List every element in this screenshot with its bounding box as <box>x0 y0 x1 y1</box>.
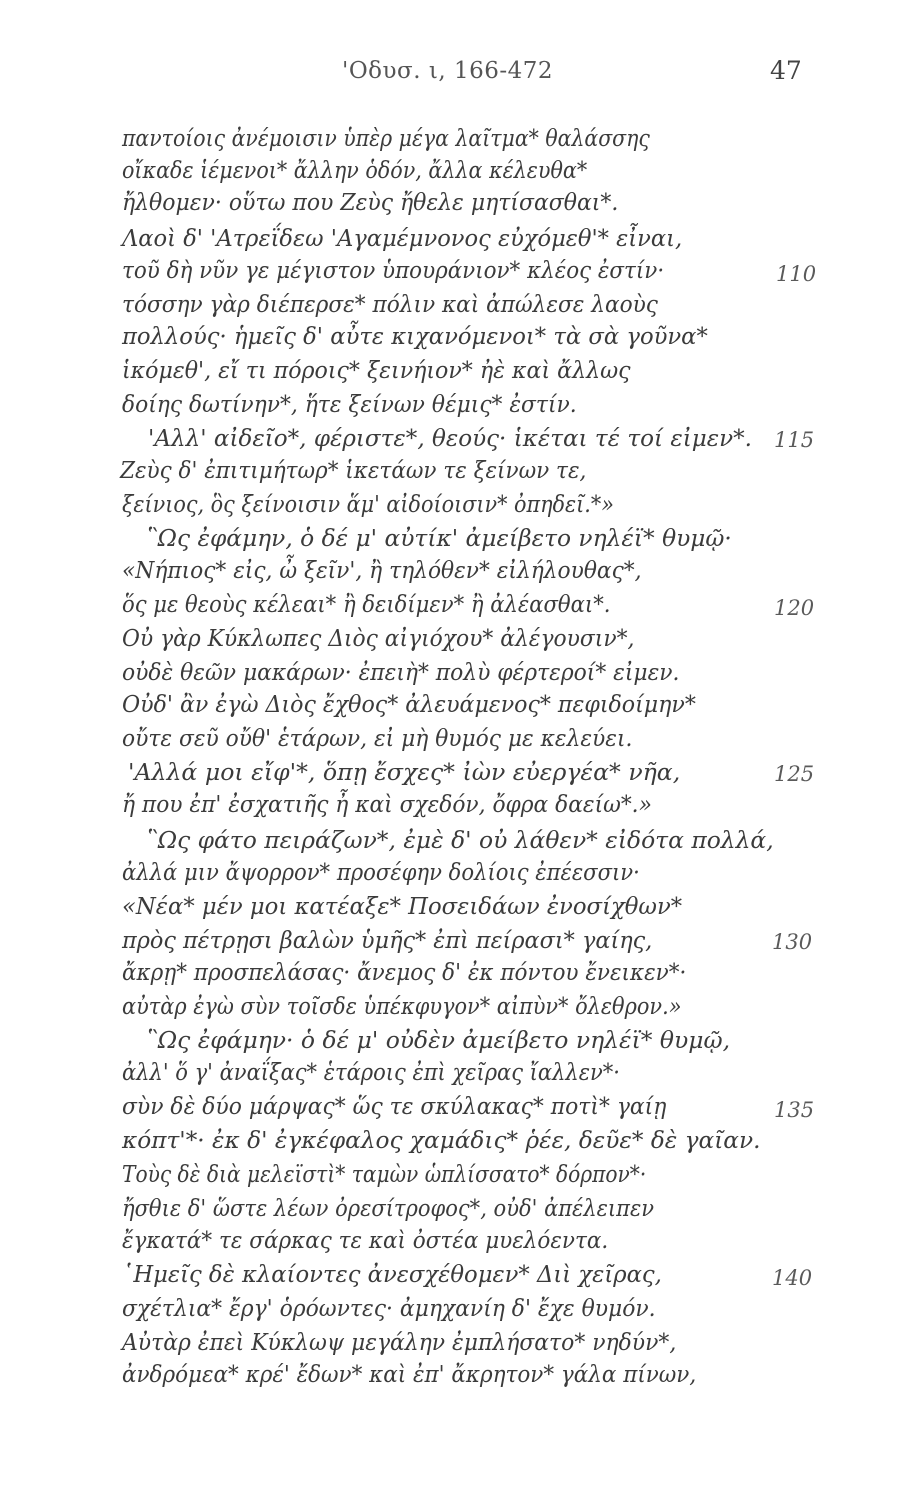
verse-line: σχέτλια* ἔργ' ὁρόωντες· ἀμηχανίη δ' ἔχε θυμόν. <box>122 1294 656 1322</box>
line-number: 125 <box>774 762 815 786</box>
verse-line: πρὸς πέτρῃσι βαλὼν ὑμῆς* ἐπὶ πείρασι* γαίης, <box>122 926 653 954</box>
verse-line: ἀλλ' ὅ γ' ἀναΐξας* ἑτάροις ἐπὶ χεῖρας ἴαλλεν*· <box>122 1058 620 1086</box>
verse-line: οὐδὲ θεῶν μακάρων· ἐπειὴ* πολὺ φέρτεροί* εἰμεν. <box>122 658 680 686</box>
verse-line: ὅς με θεοὺς κέλεαι* ἢ δειδίμεν* ἢ ἀλέασθαι*. <box>122 590 611 618</box>
verse-line: ἤλθομεν· οὕτω που Ζεὺς ἤθελε μητίσασθαι*. <box>122 188 619 216</box>
verse-line: τοῦ δὴ νῦν γε μέγιστον ὑπουράνιον* κλέος ἐστίν· <box>122 256 665 284</box>
verse-line: 'Αλλ' αἰδεῖο*, φέριστε*, θεούς· ἱκέται τέ τοί εἰμεν*. <box>148 424 753 452</box>
verse-line: οἴκαδε ἱέμενοι* ἄλλην ὁδόν, ἄλλα κέλευθα* <box>122 156 588 184</box>
verse-line: ἄκρῃ* προσπελάσας· ἄνεμος δ' ἐκ πόντου ἔνεικεν*· <box>122 958 687 986</box>
line-number: 110 <box>776 262 817 286</box>
verse-line: ἀνδρόμεα* κρέ' ἔδων* καὶ ἐπ' ἄκρητον* γάλα πίνων, <box>122 1360 697 1388</box>
verse-line: Τοὺς δὲ διὰ μελεϊστὶ* ταμὼν ὡπλίσσατο* δόρπον*· <box>122 1160 647 1188</box>
verse-line: Λαοὶ δ' 'Ατρεΐδεω 'Αγαμέμνονος εὐχόμεθ'* εἶναι, <box>122 224 683 252</box>
verse-line: 'Αλλά μοι εἴφ'*, ὅπῃ ἔσχες* ἰὼν εὐεργέα* νῆα, <box>128 758 681 786</box>
verse-line: ῾Ημεῖς δὲ κλαίοντες ἀνεσχέθομεν* Διὶ χεῖρας, <box>122 1260 662 1288</box>
verse-line: αὐτὰρ ἐγὼ σὺν τοῖσδε ὑπέκφυγον* αἰπὺν* ὄλεθρον.» <box>122 992 682 1020</box>
verse-line: τόσσην γὰρ διέπερσε* πόλιν καὶ ἀπώλεσε λαοὺς <box>122 290 658 318</box>
verse-line: σὺν δὲ δύο μάρψας* ὥς τε σκύλακας* ποτὶ* γαίῃ <box>122 1092 667 1120</box>
verse-line: «Νέα* μέν μοι κατέαξε* Ποσειδάων ἐνοσίχθων* <box>122 892 683 920</box>
verse-line: ἀλλά μιν ἄψορρον* προσέφην δολίοις ἐπέεσσιν· <box>122 858 640 886</box>
verse-line: «Νήπιος* εἰς, ὦ ξεῖν', ἢ τηλόθεν* εἰλήλουθας*, <box>122 556 642 584</box>
verse-line: ἤσθιε δ' ὥστε λέων ὀρεσίτροφος*, οὐδ' ἀπέλειπεν <box>122 1194 655 1222</box>
line-number: 120 <box>774 596 815 620</box>
verse-line: ἱκόμεθ', εἴ τι πόροις* ξεινήιον* ἠὲ καὶ ἄλλως <box>122 356 631 384</box>
verse-line: κόπτ'*· ἐκ δ' ἐγκέφαλος χαμάδις* ῥέε, δεῦε* δὲ γαῖαν. <box>122 1126 761 1154</box>
line-number: 115 <box>774 428 815 452</box>
line-number: 140 <box>772 1266 813 1290</box>
page-number: 47 <box>770 56 802 85</box>
line-number: 130 <box>772 930 813 954</box>
verse-line: Αὐτὰρ ἐπεὶ Κύκλωψ μεγάλην ἐμπλήσατο* νηδύν*, <box>122 1328 677 1356</box>
verse-line: Οὐ γὰρ Κύκλωπες Διὸς αἰγιόχου* ἀλέγουσιν*, <box>122 624 635 652</box>
verse-line: πολλούς· ἡμεῖς δ' αὖτε κιχανόμενοι* τὰ σὰ γοῦνα* <box>122 322 708 350</box>
running-head: 'Οδυσ. ι, 166-472 <box>342 58 554 84</box>
verse-line: Οὐδ' ἂν ἐγὼ Διὸς ἔχθος* ἀλευάμενος* πεφιδοίμην* <box>122 690 696 718</box>
verse-line: δοίης δωτίνην*, ἥτε ξείνων θέμις* ἐστίν. <box>122 390 577 418</box>
verse-line: παντοίοις ἀνέμοισιν ὑπὲρ μέγα λαῖτμα* θαλάσσης <box>122 124 650 152</box>
verse-line: ἤ που ἐπ' ἐσχατιῆς ἦ καὶ σχεδόν, ὄφρα δαείω*.» <box>122 790 652 818</box>
verse-line: ῝Ως ἐφάμην· ὁ δέ μ' οὐδὲν ἀμείβετο νηλέϊ* θυμῷ, <box>146 1026 731 1054</box>
verse-line: Ζεὺς δ' ἐπιτιμήτωρ* ἱκετάων τε ξείνων τε, <box>120 456 587 484</box>
verse-line: οὔτε σεῦ οὔθ' ἑτάρων, εἰ μὴ θυμός με κελεύει. <box>122 724 633 752</box>
verse-line: ῝Ως φάτο πειράζων*, ἐμὲ δ' οὐ λάθεν* εἰδότα πολλά, <box>146 826 774 854</box>
verse-line: ξείνιος, ὃς ξείνοισιν ἅμ' αἰδοίοισιν* ὀπηδεῖ.*» <box>122 490 614 518</box>
verse-line: ἔγκατά* τε σάρκας τε καὶ ὀστέα μυελόεντα. <box>122 1226 609 1254</box>
verse-line: ῝Ως ἐφάμην, ὁ δέ μ' αὐτίκ' ἀμείβετο νηλέϊ* θυμῷ· <box>146 524 732 552</box>
line-number: 135 <box>774 1098 815 1122</box>
